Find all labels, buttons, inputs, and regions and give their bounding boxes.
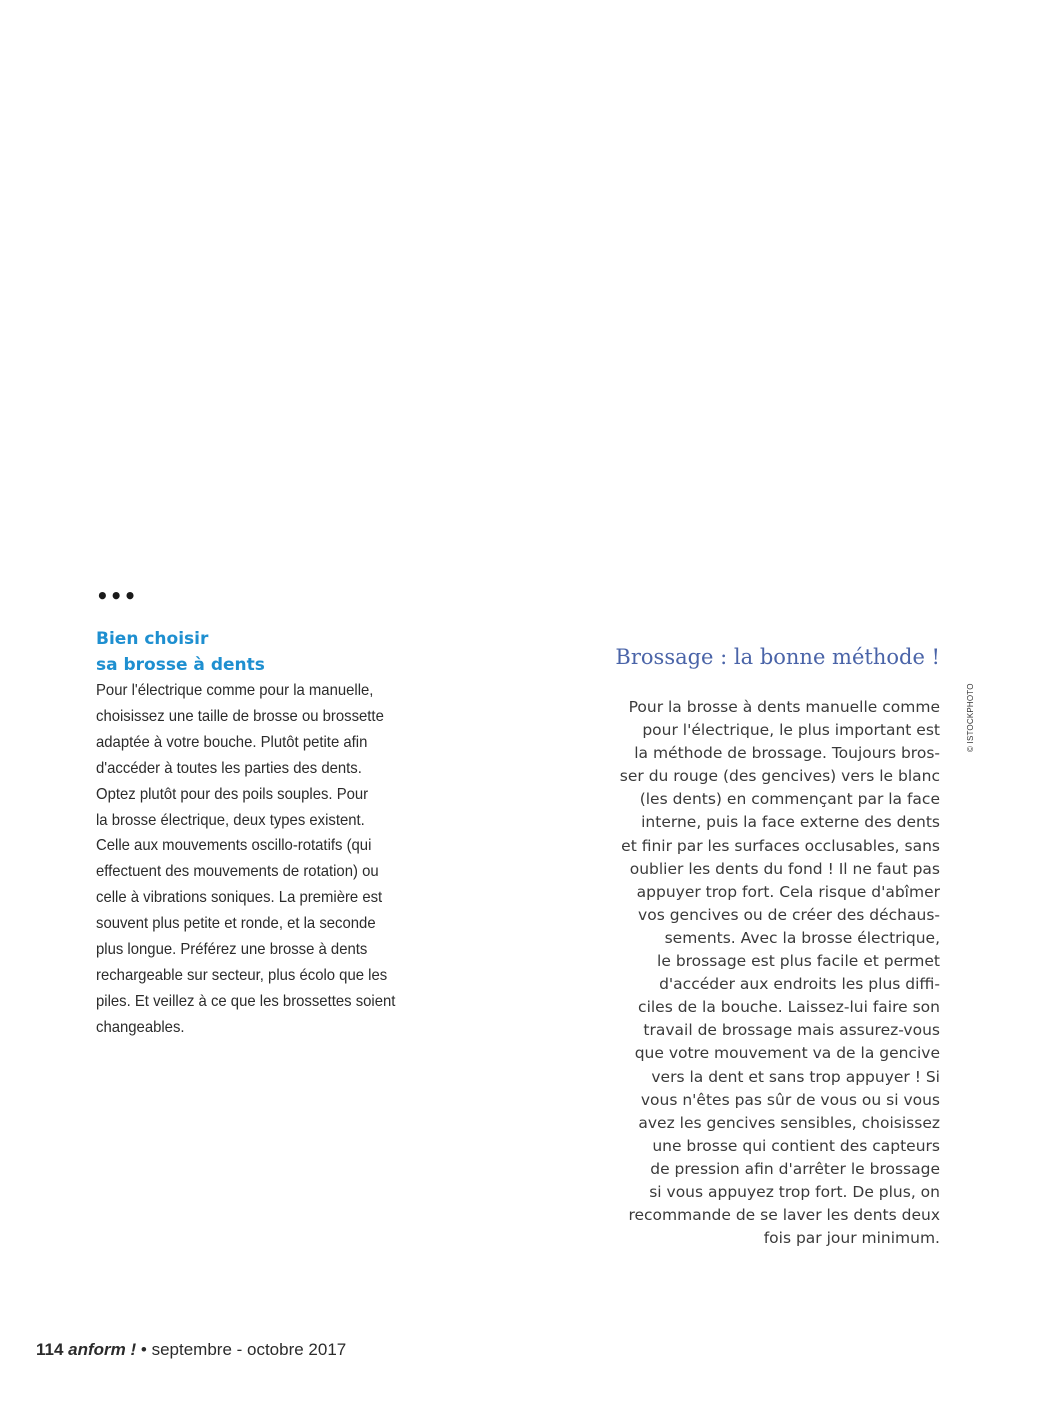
sidebar-body-line: d'accéder à toutes les parties des dents. bbox=[96, 759, 362, 777]
article-body-line: appuyer trop fort. Cela risque d'abîmer bbox=[636, 882, 940, 901]
sidebar-title-line: Bien choisir bbox=[96, 629, 209, 649]
article-body-line: fois par jour minimum. bbox=[763, 1229, 940, 1248]
sidebar-body-line: la brosse électrique, deux types existent. bbox=[96, 811, 365, 829]
article-body-line: le brossage est plus facile et permet bbox=[657, 952, 940, 971]
sidebar-body-line: adaptée à votre bouche. Plutôt petite afin bbox=[96, 733, 368, 751]
article-body-line: que votre mouvement va de la gencive bbox=[634, 1044, 940, 1063]
article-body-line: vers la dent et sans trop appuyer ! Si bbox=[651, 1067, 940, 1086]
article-body-line: interne, puis la face externe des dents bbox=[641, 813, 940, 832]
article-body-line: la méthode de brossage. Toujours bros- bbox=[634, 744, 940, 763]
magazine-name: anform ! bbox=[68, 1340, 137, 1359]
article-body-line: Pour la brosse à dents manuelle comme bbox=[628, 698, 940, 716]
article-body-line: vos gencives ou de créer des déchaus- bbox=[638, 905, 940, 924]
sidebar-body-line: choisissez une taille de brosse ou brossette bbox=[96, 707, 384, 725]
page-number: 114 bbox=[36, 1340, 64, 1359]
ellipsis-marker: ••• bbox=[96, 584, 138, 608]
article-body-line: ciles de la bouche. Laissez-lui faire son bbox=[638, 998, 940, 1017]
article-body-line: d'accéder aux endroits les plus diffi- bbox=[659, 975, 940, 994]
sidebar-body-line: celle à vibrations soniques. La première est bbox=[96, 889, 383, 907]
article-body-line: une brosse qui contient des capteurs bbox=[652, 1136, 940, 1155]
photo-credit: © ISTOCKPHOTO bbox=[966, 683, 975, 752]
sidebar-body-line: rechargeable sur secteur, plus écolo que les bbox=[96, 966, 388, 984]
sidebar-title bbox=[96, 626, 446, 678]
sidebar-body-line: effectuent des mouvements de rotation) ou bbox=[96, 863, 379, 881]
article-title: Brossage : la bonne méthode ! bbox=[615, 645, 940, 669]
article-body-line: sements. Avec la brosse électrique, bbox=[664, 928, 940, 947]
article-body-line: de pression afin d'arrêter le brossage bbox=[650, 1159, 940, 1178]
article-body-line: avez les gencives sensibles, choisissez bbox=[638, 1113, 940, 1132]
sidebar-body-line: plus longue. Préférez une brosse à dents bbox=[96, 941, 368, 959]
article-body-line: pour l'électrique, le plus important est bbox=[642, 721, 940, 740]
page-footer bbox=[36, 1340, 346, 1360]
article-body bbox=[560, 696, 940, 1250]
sidebar-body-line: Pour l'électrique comme pour la manuelle, bbox=[96, 682, 374, 699]
sidebar-body-line: souvent plus petite et ronde, et la seconde bbox=[96, 915, 376, 933]
issue-date: • septembre - octobre 2017 bbox=[140, 1340, 347, 1359]
sidebar-body bbox=[96, 678, 442, 1041]
sidebar-body-line: changeables. bbox=[96, 1018, 185, 1036]
sidebar-body-line: Optez plutôt pour des poils souples. Pour bbox=[96, 785, 369, 803]
article-body-line: travail de brossage mais assurez-vous bbox=[643, 1021, 940, 1040]
sidebar-box bbox=[96, 626, 446, 1041]
sidebar-body-line: Celle aux mouvements oscillo-rotatifs (qui bbox=[96, 837, 372, 855]
article-body-line: vous n'êtes pas sûr de vous ou si vous bbox=[640, 1090, 940, 1109]
article-body-line: et finir par les surfaces occlusables, sans bbox=[621, 836, 940, 855]
article-body-line: oublier les dents du fond ! Il ne faut pas bbox=[629, 859, 940, 878]
sidebar-title-line: sa brosse à dents bbox=[96, 655, 265, 675]
article-body-line: recommande de se laver les dents deux bbox=[628, 1206, 940, 1225]
article-body-line: (les dents) en commençant par la face bbox=[639, 790, 940, 809]
article-body-line: si vous appuyez trop fort. De plus, on bbox=[649, 1182, 940, 1201]
article-body-line: ser du rouge (des gencives) vers le blanc bbox=[619, 767, 940, 786]
sidebar-body-line: piles. Et veillez à ce que les brossettes soient bbox=[96, 992, 396, 1010]
